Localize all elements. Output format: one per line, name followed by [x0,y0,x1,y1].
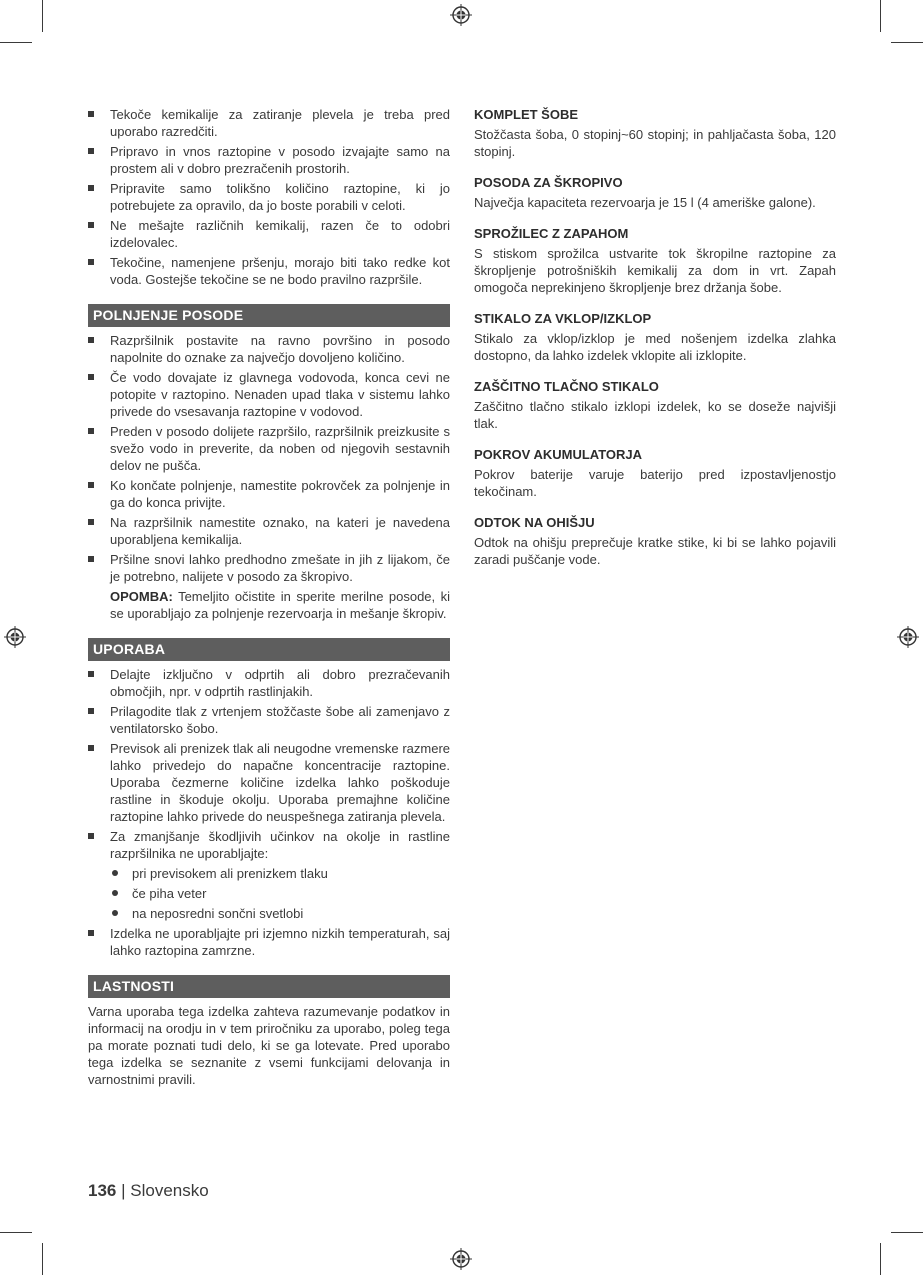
list-item: Tekočine, namenjene pršenju, morajo biti tako redke kot voda. Gostejše tekočine se ne bodo pravilno razpršile. [88,254,450,288]
list-item: Previsok ali prenizek tlak ali neugodne vremenske razmere lahko privedejo do napačne koncentracije raztopine. Uporaba čezmerne količine izdelka lahko poškoduje rastline in škoduje okolju. Uporaba premajhne količine raztopine lahko privede do neuspešnega zatiranja plevela. [88,740,450,825]
feature-title: STIKALO ZA VKLOP/IZKLOP [474,311,652,326]
lastnosti-paragraph: Varna uporaba tega izdelka zahteva razumevanje podatkov in informacij na orodju in v tem priročniku za uporabo, poleg tega pa morate poznati tudi delo, ki se ga lotevate. Pred uporabo tega izdelka se seznanite z vsemi funkcijami delovanja in varnostnimi pravili. [88,1004,450,1087]
list-item: Na razpršilnik namestite oznako, na kateri je navedena uporabljena kemikalija. [88,514,450,548]
registration-mark-icon [450,4,472,26]
note-text: Temeljito očistite in sperite merilne posode, ki se uporabljajo za polnjenje rezervoarja in mešanje škropiv. [110,589,450,621]
feature-item [474,174,836,211]
feature-description: Zaščitno tlačno stikalo izklopi izdelek, ko se doseže najvišji tlak. [474,399,836,431]
crop-mark [42,1243,43,1275]
crop-mark [880,0,881,32]
footer-separator: | [116,1181,131,1200]
feature-title: KOMPLET ŠOBE [474,107,579,122]
feature-title: POSODA ZA ŠKROPIVO [474,175,623,190]
list-item: Tekoče kemikalije za zatiranje plevela je treba pred uporabo razredčiti. [88,106,450,140]
uporaba-bullet-list [88,666,450,959]
list-item: Ko končate polnjenje, namestite pokrovček za polnjenje in ga do konca privijte. [88,477,450,511]
list-item: Pripravite samo tolikšno količino raztopine, ki jo potrebujete za opravilo, da jo boste porabili v celoti. [88,180,450,214]
list-item: Če vodo dovajate iz glavnega vodovoda, konca cevi ne potopite v raztopino. Nenaden upad tlaka v sistemu lahko privede do vsesavanja raztopine v vodovod. [88,369,450,420]
registration-mark-icon [450,1248,472,1270]
crop-mark [880,1243,881,1275]
sub-list-item: če piha veter [110,885,450,902]
sub-list-item: na neposredni sončni svetlobi [110,905,450,922]
note-label: OPOMBA: [110,589,173,604]
sub-list [110,865,450,922]
feature-item [474,378,836,432]
feature-item [474,225,836,296]
feature-item [474,106,836,160]
intro-bullet-list [88,106,450,288]
section-heading-lastnosti: LASTNOSTI [88,975,450,998]
feature-item [474,514,836,568]
registration-mark-icon [4,626,26,648]
list-item: Prilagodite tlak z vrtenjem stožčaste šobe ali zamenjavo z ventilatorsko šobo. [88,703,450,737]
list-item: Ne mešajte različnih kemikalij, razen če to odobri izdelovalec. [88,217,450,251]
crop-mark [0,42,32,43]
feature-description: Odtok na ohišju preprečuje kratke stike, ki bi se lahko pojavili zaradi puščanje vode. [474,535,836,567]
section-heading-uporaba: UPORABA [88,638,450,661]
feature-title: SPROŽILEC Z ZAPAHOM [474,226,629,241]
feature-item [474,310,836,364]
feature-description: Stikalo za vklop/izklop je med nošenjem izdelka zlahka dostopno, da lahko izdelek vklopite ali izklopite. [474,331,836,363]
crop-mark [0,1232,32,1233]
section-heading-polnjenje: POLNJENJE POSODE [88,304,450,327]
page-number: 136 [88,1181,117,1200]
feature-description: S stiskom sprožilca ustvarite tok škropilne raztopine za škropljenje potrošniških kemikalij za dom in vrt. Zapah omogoča neprekinjeno škropljenje brez držanja šobe. [474,246,836,295]
polnjenje-bullet-list [88,332,450,585]
crop-mark [42,0,43,32]
list-item: Pršilne snovi lahko predhodno zmešate in jih z lijakom, če je potrebno, nalijete v posodo za škropivo. [88,551,450,585]
crop-mark [891,42,923,43]
feature-description: Stožčasta šoba, 0 stopinj~60 stopinj; in pahljačasta šoba, 120 stopinj. [474,127,836,159]
list-item: Preden v posodo dolijete razpršilo, razpršilnik preizkusite s svežo vodo in preverite, da noben od njegovih sestavnih delov ne pušča. [88,423,450,474]
feature-title: ZAŠČITNO TLAČNO STIKALO [474,379,659,394]
feature-description: Pokrov baterije varuje baterijo pred izpostavljenostjo tekočinam. [474,467,836,499]
footer-language: Slovensko [130,1181,209,1200]
feature-item [474,446,836,500]
list-item: Delajte izključno v odprtih ali dobro prezračevanih območjih, npr. v odprtih rastlinjakih. [88,666,450,700]
note [88,588,450,622]
list-item: Razpršilnik postavite na ravno površino in posodo napolnite do oznake za največjo dovoljeno količino. [88,332,450,366]
feature-title: POKROV AKUMULATORJA [474,447,643,462]
page-footer [88,1181,209,1201]
left-column [88,106,450,1088]
list-item-text: Za zmanjšanje škodljivih učinkov na okolje in rastline razpršilnika ne uporabljajte: [110,829,450,861]
registration-mark-icon [897,626,919,648]
feature-title: ODTOK NA OHIŠJU [474,515,595,530]
list-item: Pripravo in vnos raztopine v posodo izvajajte samo na prostem ali v dobro prezračenih prostorih. [88,143,450,177]
list-item [88,828,450,922]
crop-mark [891,1232,923,1233]
sub-list-item: pri previsokem ali prenizkem tlaku [110,865,450,882]
feature-description: Največja kapaciteta rezervoarja je 15 l (4 ameriške galone). [474,195,816,210]
right-column [474,106,836,582]
list-item: Izdelka ne uporabljajte pri izjemno nizkih temperaturah, saj lahko raztopina zamrzne. [88,925,450,959]
